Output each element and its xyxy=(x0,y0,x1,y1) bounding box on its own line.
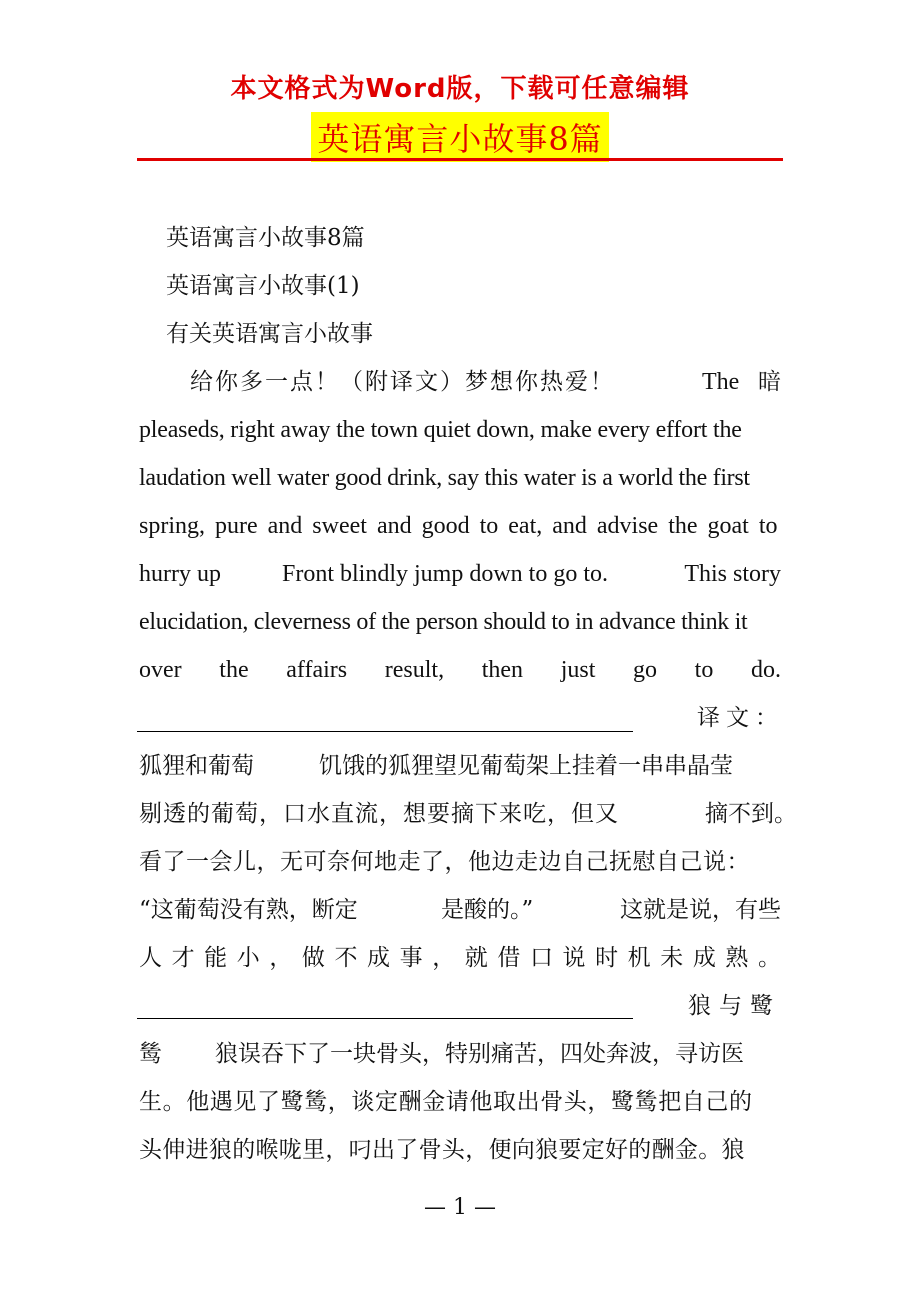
char: 不 xyxy=(334,945,358,971)
text-span: “这葡萄没有熟，断定 xyxy=(139,897,358,923)
text-span: 摘不到。 xyxy=(705,801,797,827)
paragraph-line xyxy=(139,646,781,694)
text-span: 暗 xyxy=(758,369,781,395)
document-title: 英语寓言小故事8篇 xyxy=(311,112,608,162)
heading-line: 英语寓言小故事8篇 xyxy=(166,225,365,251)
text-span: 狼误吞下了一块骨头，特别痛苦，四处奔波，寻访医 xyxy=(215,1041,744,1067)
word: over xyxy=(139,657,182,683)
paragraph-line: spring, pure and sweet and good to eat, and advise the goat to xyxy=(139,513,778,539)
char: 时 xyxy=(595,945,619,971)
paragraph-line: 生。他遇见了鹭鸶，谈定酬金请他取出骨头，鹭鸶把自己的 xyxy=(139,1089,753,1115)
text-span: The xyxy=(702,369,740,395)
char: 未 xyxy=(660,945,684,971)
text-span: Front blindly jump down to go to. xyxy=(282,561,609,587)
word: result, xyxy=(384,657,445,683)
text-span: 狐狸和葡萄 xyxy=(139,753,254,779)
char: 事 xyxy=(399,945,423,971)
title-divider xyxy=(137,158,783,161)
format-notice-banner: 本文格式为Word版，下载可任意编辑 xyxy=(230,74,690,104)
text-span: This story xyxy=(684,561,781,587)
char: 小 xyxy=(236,945,260,971)
story-title: 狼与鹭 xyxy=(688,993,781,1019)
text-span: 鸶 xyxy=(139,1041,162,1067)
fill-in-blank-line xyxy=(137,1018,633,1019)
paragraph-line xyxy=(139,934,781,982)
subheading-line: 有关英语寓言小故事 xyxy=(166,321,373,347)
char: ， xyxy=(269,945,293,971)
paragraph-line: 看了一会儿，无可奈何地走了，他边走边自己抚慰自己说： xyxy=(139,849,750,875)
fill-in-blank-line xyxy=(137,731,633,732)
char: 口 xyxy=(529,945,553,971)
translation-label: 译文： xyxy=(697,705,784,731)
char: 借 xyxy=(497,945,521,971)
subheading-line: 英语寓言小故事(1) xyxy=(166,273,360,299)
paragraph-line: pleaseds, right away the town quiet down, make every effort the xyxy=(139,417,742,443)
word: affairs xyxy=(286,657,348,683)
paragraph-line: elucidation, cleverness of the person should to in advance think it xyxy=(139,609,748,635)
page-number: — 1 — xyxy=(424,1195,496,1220)
char: 就 xyxy=(464,945,488,971)
char: 机 xyxy=(627,945,651,971)
word: the xyxy=(219,657,249,683)
char: 说 xyxy=(562,945,586,971)
title-container xyxy=(0,112,920,162)
char: 成 xyxy=(692,945,716,971)
word: go xyxy=(633,657,658,683)
text-span: hurry up xyxy=(139,561,221,587)
char: 能 xyxy=(204,945,228,971)
word: to xyxy=(694,657,714,683)
paragraph-line: laudation well water good drink, say this water is a world the first xyxy=(139,465,750,491)
char: 做 xyxy=(301,945,325,971)
paragraph-line: 头伸进狼的喉咙里，叼出了骨头，便向狼要定好的酬金。狼 xyxy=(139,1137,745,1163)
char: 才 xyxy=(171,945,195,971)
char: 。 xyxy=(757,945,781,971)
text-span: 剔透的葡萄，口水直流，想要摘下来吃，但又 xyxy=(139,801,619,827)
char: 熟 xyxy=(725,945,749,971)
text-span: 给你多一点！（附译文）梦想你热爱！ xyxy=(190,369,615,395)
word: just xyxy=(560,657,596,683)
text-span: 这就是说，有些 xyxy=(620,897,781,923)
char: ， xyxy=(432,945,456,971)
word: do. xyxy=(750,657,781,683)
char: 成 xyxy=(367,945,391,971)
text-span: 饥饿的狐狸望见葡萄架上挂着一串串晶莹 xyxy=(319,753,733,779)
word: then xyxy=(481,657,524,683)
text-span: 是酸的。” xyxy=(441,897,534,923)
char: 人 xyxy=(139,945,162,971)
